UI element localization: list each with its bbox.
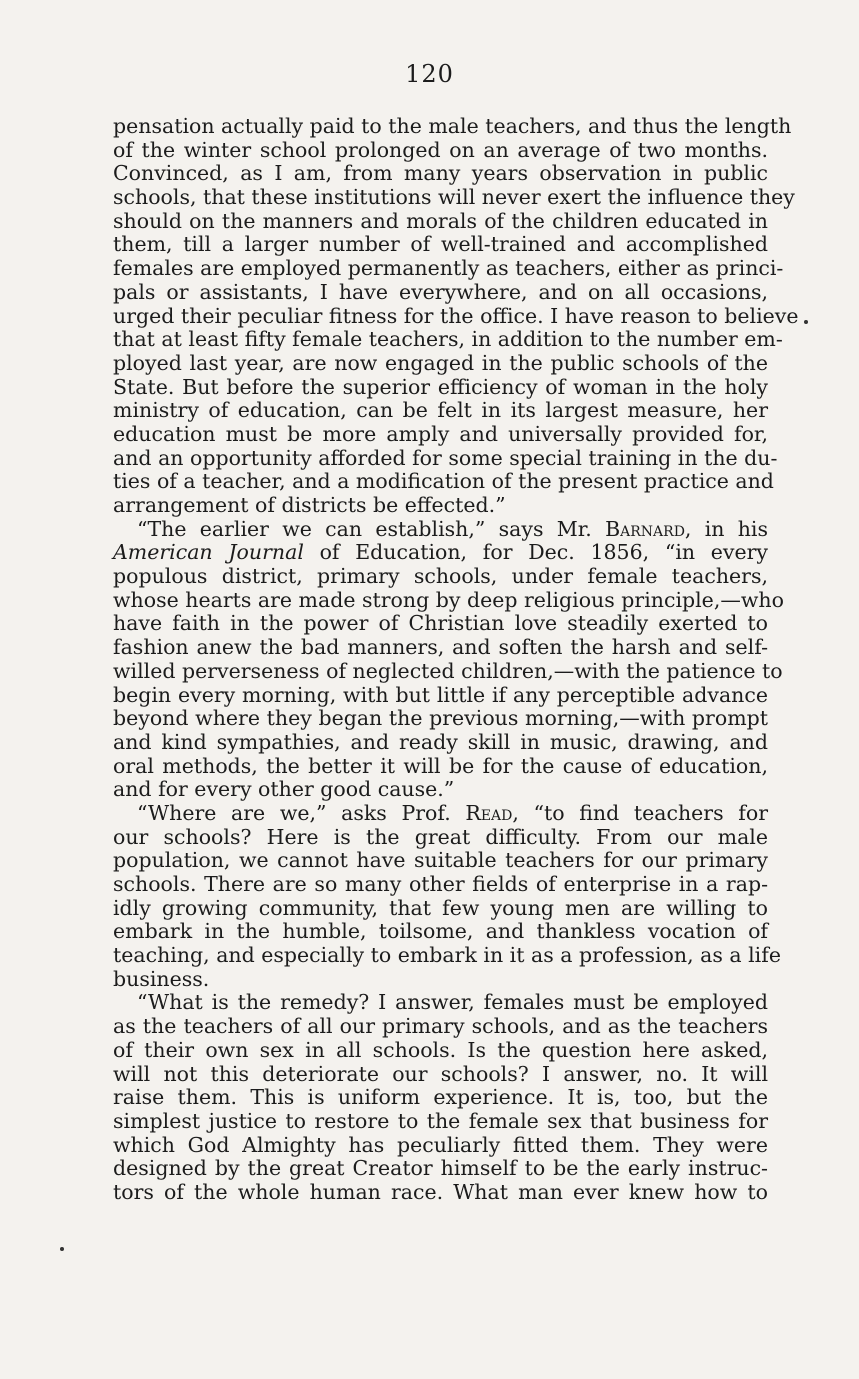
text-line: ministry of education, can be felt in its largest measure, her bbox=[113, 398, 768, 423]
text-line: “The earlier we can establish,” says Mr. Barnard, in his bbox=[137, 516, 768, 541]
text-line: education must be more amply and universally provided for, bbox=[113, 421, 768, 446]
text-line: pals or assistants, I have everywhere, and on all occasions, bbox=[113, 279, 768, 304]
text-line: “What is the remedy? I answer, females must be employed bbox=[137, 990, 768, 1015]
text-line: willed perverseness of neglected children,—with the patience to bbox=[113, 658, 783, 683]
page-body bbox=[113, 114, 799, 1205]
text-line: our schools? Here is the great difficulty. From our male bbox=[113, 824, 768, 849]
text-line: population, we cannot have suitable teachers for our primary bbox=[113, 848, 768, 873]
text-line: them, till a larger number of well-trained and accomplished bbox=[113, 232, 768, 257]
text-line: ties of a teacher, and a modification of the present practice and bbox=[113, 469, 774, 494]
text-line: have faith in the power of Christian love steadily exerted to bbox=[113, 611, 768, 636]
page-number: 120 bbox=[405, 60, 454, 88]
text-line: simplest justice to restore to the female sex that business for bbox=[113, 1108, 768, 1133]
text-line: ployed last year, are now engaged in the public schools of the bbox=[113, 350, 768, 375]
text-line: females are employed permanently as teachers, either as princi- bbox=[113, 256, 784, 281]
text-line: and for every other good cause.” bbox=[113, 777, 455, 802]
print-speck bbox=[804, 320, 808, 324]
text-line: should on the manners and morals of the children educated in bbox=[113, 208, 768, 233]
small-caps-name: Read bbox=[465, 800, 513, 825]
text-line: and an opportunity afforded for some special training in the du- bbox=[113, 445, 778, 470]
text-line: State. But before the superior efficiency of woman in the holy bbox=[113, 374, 768, 399]
text-line: schools, that these institutions will never exert the influence they bbox=[113, 185, 795, 210]
text-line: pensation actually paid to the male teachers, and thus the length bbox=[113, 114, 792, 138]
text-line: raise them. This is uniform experience. It is, too, but the bbox=[113, 1085, 768, 1110]
text-line: arrangement of districts be effected.” bbox=[113, 493, 506, 517]
text-line: designed by the great Creator himself to be the early instruc- bbox=[113, 1156, 768, 1181]
text-line: that at least fifty female teachers, in addition to the number em- bbox=[113, 327, 783, 352]
text-line: American Journal of Education, for Dec. 1856, “in every bbox=[113, 540, 769, 565]
text-line: of their own sex in all schools. Is the question here asked, bbox=[113, 1037, 768, 1062]
text-line: embark in the humble, toilsome, and thankless vocation of bbox=[113, 919, 768, 944]
text-line: “Where are we,” asks Prof. Read, “to find teachers for bbox=[137, 800, 768, 825]
text-line: fashion anew the bad manners, and soften the harsh and self- bbox=[113, 635, 768, 660]
text-line: urged their peculiar fitness for the office. I have reason to believe bbox=[113, 303, 799, 328]
text-line: as the teachers of all our primary schools, and as the teachers bbox=[113, 1014, 768, 1039]
text-line: idly growing community, that few young men are willing to bbox=[113, 895, 768, 920]
text-line: whose hearts are made strong by deep religious principle,—who bbox=[113, 587, 784, 612]
text-line: begin every morning, with but little if any perceptible advance bbox=[113, 682, 768, 707]
text-line: Convinced, as I am, from many years observation in public bbox=[113, 161, 768, 186]
text-line: and kind sympathies, and ready skill in music, drawing, and bbox=[113, 729, 768, 754]
text-line: of the winter school prolonged on an average of two months. bbox=[113, 137, 768, 162]
text-line: populous district, primary schools, under female teachers, bbox=[113, 564, 768, 589]
small-caps-name: Barnard bbox=[605, 516, 685, 541]
text-line: teaching, and especially to embark in it as a profession, as a life bbox=[113, 943, 781, 968]
italic-title: American Journal bbox=[113, 540, 304, 565]
text-line: beyond where they began the previous morning,—with prompt bbox=[113, 706, 768, 731]
print-speck bbox=[60, 1247, 64, 1251]
text-line: oral methods, the better it will be for the cause of education, bbox=[113, 753, 768, 778]
text-line: will not this deteriorate our schools? I answer, no. It will bbox=[113, 1061, 768, 1086]
text-line: business. bbox=[113, 966, 210, 991]
text-line: schools. There are so many other fields of enterprise in a rap- bbox=[113, 872, 768, 896]
text-line: tors of the whole human race. What man ever knew how to bbox=[113, 1179, 768, 1204]
text-line: which God Almighty has peculiarly fitted them. They were bbox=[113, 1132, 768, 1157]
